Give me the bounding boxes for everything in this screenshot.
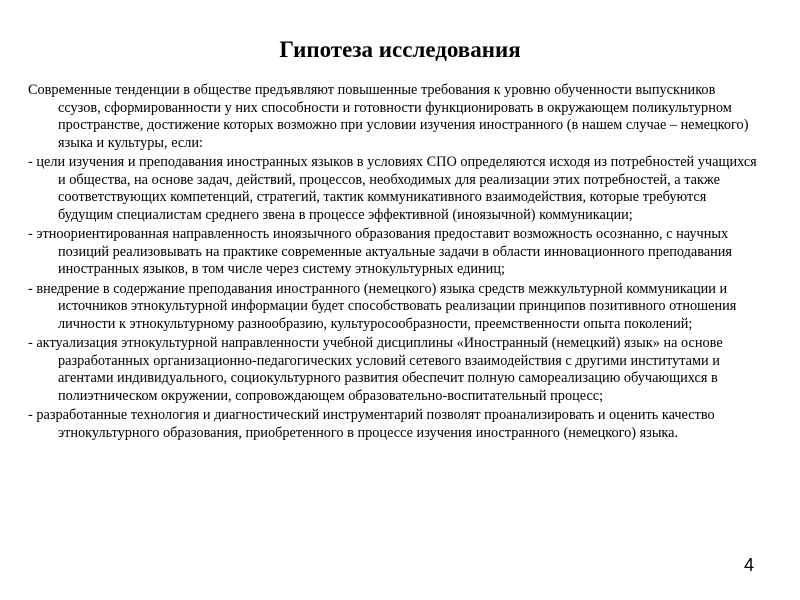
paragraph-intercultural-means: - внедрение в содержание преподавания иностранного (немецкого) языка средств межкультурной коммуникации и источников этнокультурной информации будет способствовать реализации принципов позитивного отношения личности к этнокультурному разнообразию, культуросообразности, преемственности опыта поколений; — [28, 280, 737, 332]
slide-body — [28, 82, 758, 444]
page-number: 4 — [743, 555, 754, 575]
paragraph-actualization: - актуализация этнокультурной направленности учебной дисциплины «Иностранный (немецкий) язык» на основе разработанных организационно-педагогических условий сетевого взаимодействия с другими институтами и агентами индивидуального, социокультурного развития обеспечит полную самореализацию обучающихся в полиэтническом окружении, сопровождающем образовательно-воспитательный процесс; — [28, 335, 723, 404]
paragraph-ethno-orientation: - этноориентированная направленность иноязычного образования предоставит возможность осознанно, с научных позиций реализовывать на практике современные актуальные задачи в области инновационного преподавания иностранных языков, в том числе через систему этнокультурных единиц; — [28, 226, 732, 277]
paragraph-intro: Современные тенденции в обществе предъявляют повышенные требования к уровню обученности выпускников ссузов, сформированности у них способности и готовности функционировать в окружающем поликультурном пространстве, достижение которых возможно при условии изучения иностранного (в нашем случае – немецкого) языка и культуры, если: — [28, 82, 749, 151]
paragraph-goals: - цели изучения и преподавания иностранных языков в условиях СПО определяются исходя из потребностей учащихся и общества, на основе задач, действий, процессов, необходимых для реализации этих потребностей, а также соответствующих компетенций, стратегий, тактик коммуникативного взаимодействия, которые требуются будущим специалистам среднего звена в процессе эффективной (иноязычной) коммуникации; — [28, 154, 757, 223]
paragraph-diagnostics: - разработанные технология и диагностический инструментарий позволят проанализировать и оценить качество этнокультурного образования, приобретенного в процессе изучения иностранного (немецкого) языка. — [28, 407, 715, 441]
slide-title: Гипотеза исследования — [279, 37, 521, 62]
